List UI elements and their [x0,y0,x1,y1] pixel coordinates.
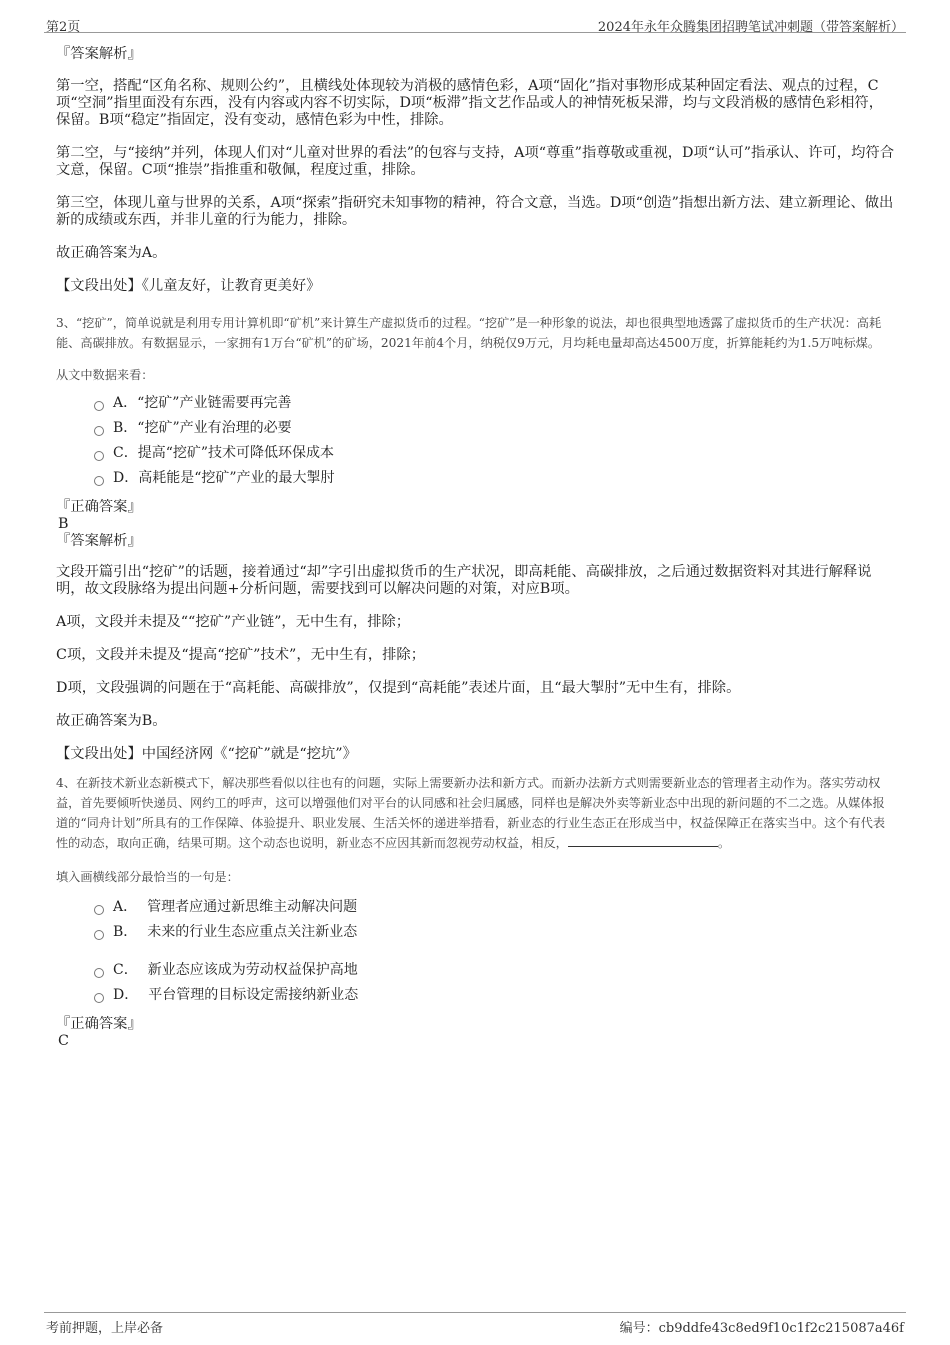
question-4 [56,773,894,1050]
option-a[interactable] [94,391,894,416]
question-stem [56,773,894,853]
option-key: B． [113,420,138,436]
source-citation: 【文段出处】中国经济网《“挖矿”就是“挖坑”》 [56,746,357,762]
radio-icon[interactable] [94,401,104,411]
option-list [94,391,894,491]
option-text: 高耗能是“挖矿”产业的最大掣肘 [138,470,335,486]
document-id: 编号：cb9ddfe43c8ed9f10c1f2c215087a46f [619,1321,904,1336]
correct-answer: B [58,516,69,532]
option-key: C． [113,445,138,461]
option-key: D． [113,470,139,486]
option-text: 管理者应通过新思维主动解决问题 [147,899,358,915]
analysis-heading: 『答案解析』 [56,533,142,549]
option-b[interactable] [94,920,894,945]
analysis-heading: 『答案解析』 [56,46,142,62]
analysis-paragraph: D项，文段强调的问题在于“高耗能、高碳排放”，仅提到“高耗能”表述片面，且“最大掣肘”无中生有，排除。 [56,680,741,696]
analysis-paragraph: 文段开篇引出“挖矿”的话题，接着通过“却”字引出虚拟货币的生产状况，即高耗能、高碳排放，之后通过数据资料对其进行解释说明，故文段脉络为提出问题+分析问题，需要找到可以解决问题的对策，对应B项。 [56,564,872,597]
option-text: 新业态应该成为劳动权益保护高地 [147,962,358,978]
analysis-paragraph: 第二空，与“接纳”并列，体现人们对“儿童对世界的看法”的包容与支持，A项“尊重”指尊敬或重视，D项“认可”指承认、许可，均符合文意，保留。C项“推崇”指推重和敬佩，程度过重，排除。 [56,145,894,178]
answer-heading: 『正确答案』 [56,1016,142,1032]
analysis-paragraph: A项，文段并未提及““挖矿”产业链”，无中生有，排除； [56,614,411,630]
option-text: “挖矿”产业链需要再完善 [137,395,292,411]
page-number: 第2页 [46,20,81,35]
option-c[interactable] [94,441,894,466]
page-content [56,46,894,1050]
footer-slogan: 考前押题，上岸必备 [46,1321,164,1336]
option-a[interactable] [94,895,894,920]
page-footer [44,1312,906,1336]
option-list [94,895,894,1008]
q2-analysis [56,46,894,295]
radio-icon[interactable] [94,968,104,978]
option-text: 提高“挖矿”技术可降低环保成本 [137,445,335,461]
radio-icon[interactable] [94,476,104,486]
radio-icon[interactable] [94,426,104,436]
analysis-paragraph: 第一空，搭配“区角名称、规则公约”，且横线处体现较为消极的感情色彩，A项“固化”指对事物形成某种固定看法、观点的过程，C项“空洞”指里面没有东西，没有内容或内容不切实际，D项“板滞”指文艺作品或人的神情死板呆滞，均与文段消极的感情色彩相符，保留。B项“稳定”指固定，没有变动，感情色彩为中性，排除。 [56,78,884,128]
option-key: A． [113,899,138,915]
page-header [44,14,906,33]
option-text: “挖矿”产业有治理的必要 [137,420,292,436]
question-prompt: 填入画横线部分最恰当的一句是： [56,870,239,884]
option-d[interactable] [94,983,894,1008]
option-key: A． [113,395,138,411]
question-stem: 3、“挖矿”，简单说就是利用专用计算机即“矿机”来计算生产虚拟货币的过程。“挖矿”是一种形象的说法，却也很典型地透露了虚拟货币的生产状况：高耗能、高碳排放。有数据显示，一家拥有1万台“矿机”的矿场，2021年前4个月，纳税仅9万元，月均耗电量却高达4500万度，折算能耗约为1.5万吨标煤。 [56,316,882,350]
analysis-paragraph: C项，文段并未提及“提高“挖矿”技术”，无中生有，排除； [56,647,426,663]
question-prompt: 从文中数据来看： [56,368,154,382]
radio-icon[interactable] [94,905,104,915]
option-d[interactable] [94,466,894,491]
correct-answer: C [58,1033,69,1049]
fill-blank [568,834,718,847]
analysis-conclusion: 故正确答案为A。 [56,245,167,261]
option-c[interactable] [94,958,894,983]
question-3 [56,313,894,763]
source-citation: 【文段出处】《儿童友好，让教育更美好》 [56,278,321,294]
option-text: 未来的行业生态应重点关注新业态 [147,924,358,940]
option-key: B． [113,924,138,940]
analysis-conclusion: 故正确答案为B。 [56,713,167,729]
option-b[interactable] [94,416,894,441]
radio-icon[interactable] [94,451,104,461]
analysis-paragraph: 第三空，体现儿童与世界的关系，A项“探索”指研究未知事物的精神，符合文意，当选。D项“创造”指想出新方法、建立新理论、做出新的成绩或东西，并非儿童的行为能力，排除。 [56,195,894,228]
stem-text: 4、在新技术新业态新模式下，解决那些看似以往也有的问题，实际上需要新办法和新方式。而新办法新方式则需要新业态的管理者主动作为。落实劳动权益，首先要倾听快递员、网约工的呼声，这可以增强他们对平台的认同感和社会归属感，同样也是解决外卖等新业态中出现的新问题的不二之选。从媒体报道的“同舟计划”所具有的工作保障、体验提升、职业发展、生活关怀的递进举措看，新业态的行业生态正在形成当中，权益保障正在落实当中。这个有代表性的动态，取向正确，结果可期。这个动态也说明，新业态不应因其新而忽视劳动权益，相反， [56,776,886,850]
answer-heading: 『正确答案』 [56,499,142,515]
option-text: 平台管理的目标设定需接纳新业态 [148,987,359,1003]
radio-icon[interactable] [94,993,104,1003]
option-key: D． [113,987,139,1003]
option-key: C． [113,962,138,978]
radio-icon[interactable] [94,930,104,940]
document-title: 2024年永年众腾集团招聘笔试冲刺题（带答案解析） [597,20,904,35]
stem-end: 。 [717,836,731,850]
